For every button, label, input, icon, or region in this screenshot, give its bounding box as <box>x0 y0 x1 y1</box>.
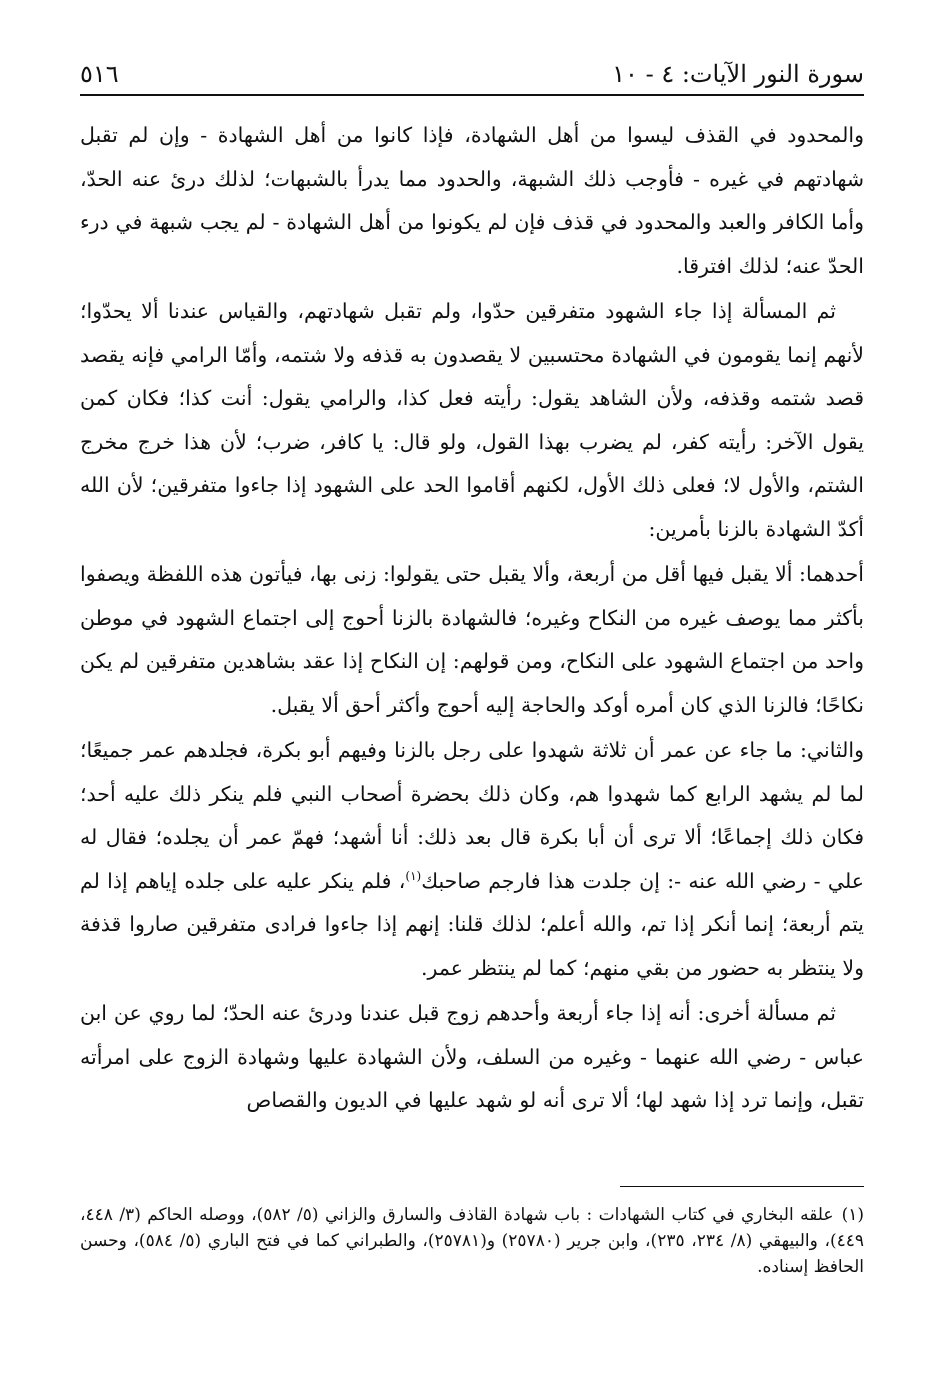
main-text <box>80 114 864 1125</box>
paragraph <box>80 729 864 990</box>
footnotes <box>80 1202 864 1280</box>
paragraph-text-before-note: والثاني: ما جاء عن عمر أن ثلاثة شهدوا على رجل بالزنا وفيهم أبو بكرة، فجلدهم عمر جميعًا؛ لما لم يشهد الرابع كما شهدوا هم، وكان ذلك بحضرة أصحاب النبي فلم ينكر ذلك عليه أحد؛ فكان ذلك إجماعًا؛ ألا ترى أن أبا بكرة قال بعد ذلك: أنا أشهد؛ فهمّ عمر أن يجلده؛ فقال له علي - رضي الله عنه -: إن جلدت هذا فارجم صاحبك <box>80 738 864 893</box>
footnote-text: علقه البخاري في كتاب الشهادات : باب شهادة القاذف والسارق والزاني (٥/ ٥٨٢)، ووصله الحاكم (٣/ ٤٤٨، ٤٤٩)، والبيهقي (٨/ ٢٣٤، ٢٣٥)، وابن جرير (٢٥٧٨٠) و(٢٥٧٨١)، والطبراني كما في فتح الباري (٥/ ٥٨٤)، وحسن الحافظ إسناده. <box>80 1205 864 1277</box>
footnote-reference[interactable]: (١) <box>405 868 422 883</box>
footnote-number: (١) <box>841 1205 864 1225</box>
paragraph: ثم المسألة إذا جاء الشهود متفرقين حدّوا، ولم تقبل شهادتهم، والقياس عندنا ألا يحدّوا؛ لأنهم إنما يقومون في الشهادة محتسبين لا يقصدون به قذفه ولا شتمه، وأمّا الرامي فإنه يقصد قصد شتمه وقذفه، ولأن الشاهد يقول: رأيته فعل كذا، والرامي يقول: أنت كذا؛ فكان كمن يقول الآخر: رأيته كفر، لم يضرب بهذا القول، ولو قال: يا كافر، ضرب؛ لأن هذا خرج مخرج الشتم، والأول لا؛ فعلى ذلك الأول، لكنهم أقاموا الحد على الشهود إذا جاءوا متفرقين؛ لأن الله أكدّ الشهادة بالزنا بأمرين: <box>80 299 864 541</box>
paragraph: ثم مسألة أخرى: أنه إذا جاء أربعة وأحدهم زوج قبل عندنا ودرئ عنه الحدّ؛ لما روي عن ابن عباس - رضي الله عنهما - وغيره من السلف، ولأن الشهادة عليها وشهادة الزوج على امرأته تقبل، وإنما ترد إذا شهد لها؛ ألا ترى أنه لو شهد عليها في الديون والقصاص <box>80 1001 864 1112</box>
page-number: ٥١٦ <box>80 60 119 88</box>
paragraph: أحدهما: ألا يقبل فيها أقل من أربعة، وألا يقبل حتى يقولوا: زنى بها، فيأتون هذه اللفظة ويصفوا بأكثر مما يوصف غيره من النكاح وغيره؛ فالشهادة بالزنا أحوج إلى اجتماع الشهود في موطن واحد من اجتماع الشهود على النكاح، ومن قولهم: إن النكاح إذا عقد بشاهدين متفرقين لم يكن نكاحًا؛ فالزنا الذي كان أمره أوكد والحاجة إليه أحوج وأكثر أحق ألا يقبل. <box>80 562 864 717</box>
paragraph: والمحدود في القذف ليسوا من أهل الشهادة، فإذا كانوا من أهل الشهادة - وإن لم تقبل شهادتهم في غيره - فأوجب ذلك الشبهة، والحدود مما يدرأ بالشبهات؛ لذلك درئ عنه الحدّ، وأما الكافر والعبد والمحدود في قذف فإن لم يكونوا من أهل الشهادة - لم يجب شبهة في درء الحدّ عنه؛ لذلك افترقا. <box>80 123 864 278</box>
footnote-divider <box>620 1186 864 1187</box>
footnote <box>80 1202 864 1280</box>
chapter-title: سورة النور الآيات: ٤ - ١٠ <box>612 60 864 88</box>
paragraph-text-after-note: ، فلم ينكر عليه على جلده إياهم إذا لم يتم أربعة؛ إنما أنكر إذا تم، والله أعلم؛ لذلك قلنا: إنهم إذا جاءوا فرادى متفرقين صاروا قذفة ولا ينتظر به حضور من بقي منهم؛ كما لم ينتظر عمر. <box>80 868 864 980</box>
running-header <box>80 52 864 96</box>
